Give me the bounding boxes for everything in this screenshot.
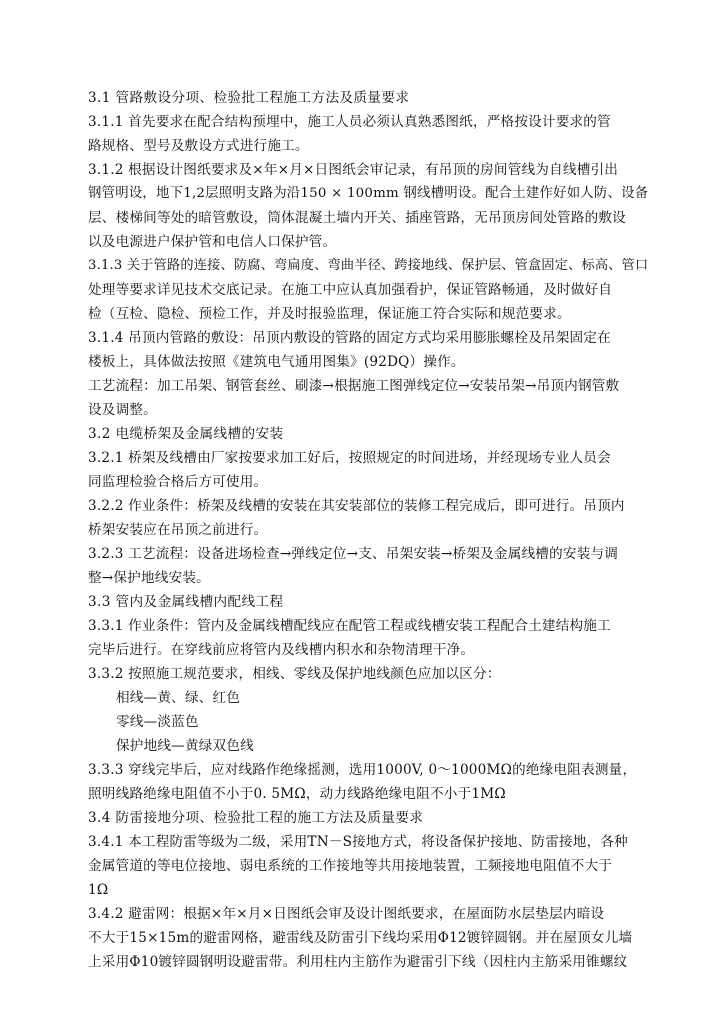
text-line: 3.1.3 关于管路的连接、防腐、弯扁度、弯曲半径、跨接地线、保护层、管盒固定、标高、管口 (88, 258, 648, 273)
text-line: 完毕后进行。在穿线前应将管内及线槽内积水和杂物清理干净。 (88, 642, 475, 658)
text-line: 整→保护地线安装。 (88, 570, 210, 586)
text-line: 3.4.2 避雷网：根据×年×月×日图纸会审及设计图纸要求，在屋面防水层垫层内暗设 (88, 906, 605, 922)
text-line: 桥架安装应在吊顶之前进行。 (88, 522, 268, 538)
text-line: 钢管明设，地下1,2层照明支路为沿150 × 100mm 钢线槽明设。配合土建作好如人防、设备 (88, 186, 648, 201)
text-line: 同监理检验合格后方可使用。 (88, 474, 268, 490)
text-line: 设及调整。 (88, 402, 157, 418)
text-line: 楼板上，具体做法按照《建筑电气通用图集》(92DQ）操作。 (88, 354, 465, 370)
section-heading-line: 3.4 防雷接地分项、检验批工程的施工方法及质量要求 (88, 810, 424, 826)
indented-text-line: 相线—黄、绿、红色 (116, 690, 241, 706)
text-line: 层、楼梯间等处的暗管敷设，筒体混凝土墙内开关、插座管路，无吊顶房间处管路的敷设 (88, 210, 626, 226)
indented-text-line: 零线—淡蓝色 (116, 714, 199, 730)
text-line: 3.2.3 工艺流程：设备进场检查→弹线定位→支、吊架安装→桥架及金属线槽的安装与调 (88, 546, 619, 562)
text-line: 1Ω (88, 882, 109, 898)
text-line: 检（互检、隐检、预检工作，并及时报验监理，保证施工符合实际和规范要求。 (88, 306, 571, 322)
text-line: 3.2.2 作业条件：桥架及线槽的安装在其安装部位的装修工程完成后，即可进行。吊顶内 (88, 498, 625, 514)
text-line: 上采用Φ10镀锌圆钢明设避雷带。利用柱内主筋作为避雷引下线（因柱内主筋采用锥螺纹 (88, 954, 628, 970)
text-line: 3.1.4 吊顶内管路的敷设：吊顶内敷设的管路的固定方式均采用膨胀螺栓及吊架固定在 (88, 330, 611, 346)
text-line: 不大于15×15m的避雷网格，避雷线及防雷引下线均采用Φ12镀锌圆钢。并在屋顶女儿墙 (88, 930, 633, 946)
document-page (88, 86, 648, 974)
text-line: 3.1.2 根据设计图纸要求及×年×月×日图纸会审记录，有吊顶的房间管线为自线槽引出 (88, 162, 619, 178)
section-heading-line: 3.2 电缆桥架及金属线槽的安装 (88, 426, 284, 442)
text-line: 照明线路绝缘电阻值不小于0. 5MΩ，动力线路绝缘电阻不小于1MΩ (88, 786, 506, 802)
indented-text-line: 保护地线—黄绿双色线 (116, 738, 254, 754)
text-line: 3.3.1 作业条件：管内及金属线槽配线应在配管工程或线槽安装工程配合土建结构施工 (88, 618, 611, 634)
text-line: 处理等要求详见技术交底记录。在施工中应认真加强看护，保证管路畅通，及时做好自 (88, 282, 613, 298)
text-line: 3.4.1 本工程防雷等级为二级，采用TN－S接地方式，将设备保护接地、防雷接地，各种 (88, 834, 628, 850)
section-heading-line: 3.1 管路敷设分项、检验批工程施工方法及质量要求 (88, 90, 410, 106)
text-line: 以及电源进户保护管和电信人口保护管。 (88, 234, 337, 250)
text-line: 工艺流程：加工吊架、钢管套丝、刷漆→根据施工图弹线定位→安装吊架→吊顶内钢管敷 (88, 378, 620, 394)
text-line: 3.3.3 穿线完毕后，应对线路作绝缘摇测，选用1000V, 0～1000MΩ的绝缘电阻表测量， (88, 762, 637, 778)
text-line: 3.3.2 按照施工规范要求，相线、零线及保护地线颜色应加以区分： (88, 666, 501, 682)
text-line: 3.1.1 首先要求在配合结构预埋中，施工人员必须认真熟悉图纸，严格按设计要求的管 (88, 114, 611, 130)
text-line: 金属管道的等电位接地、弱电系统的工作接地等共用接地装置，工频接地电阻值不大于 (88, 858, 613, 874)
text-line: 3.2.1 桥架及线槽由厂家按要求加工好后，按照规定的时间进场，并经现场专业人员会 (88, 450, 611, 466)
section-heading-line: 3.3 管内及金属线槽内配线工程 (88, 594, 284, 610)
text-line: 路规格、型号及敷设方式进行施工。 (88, 138, 309, 154)
